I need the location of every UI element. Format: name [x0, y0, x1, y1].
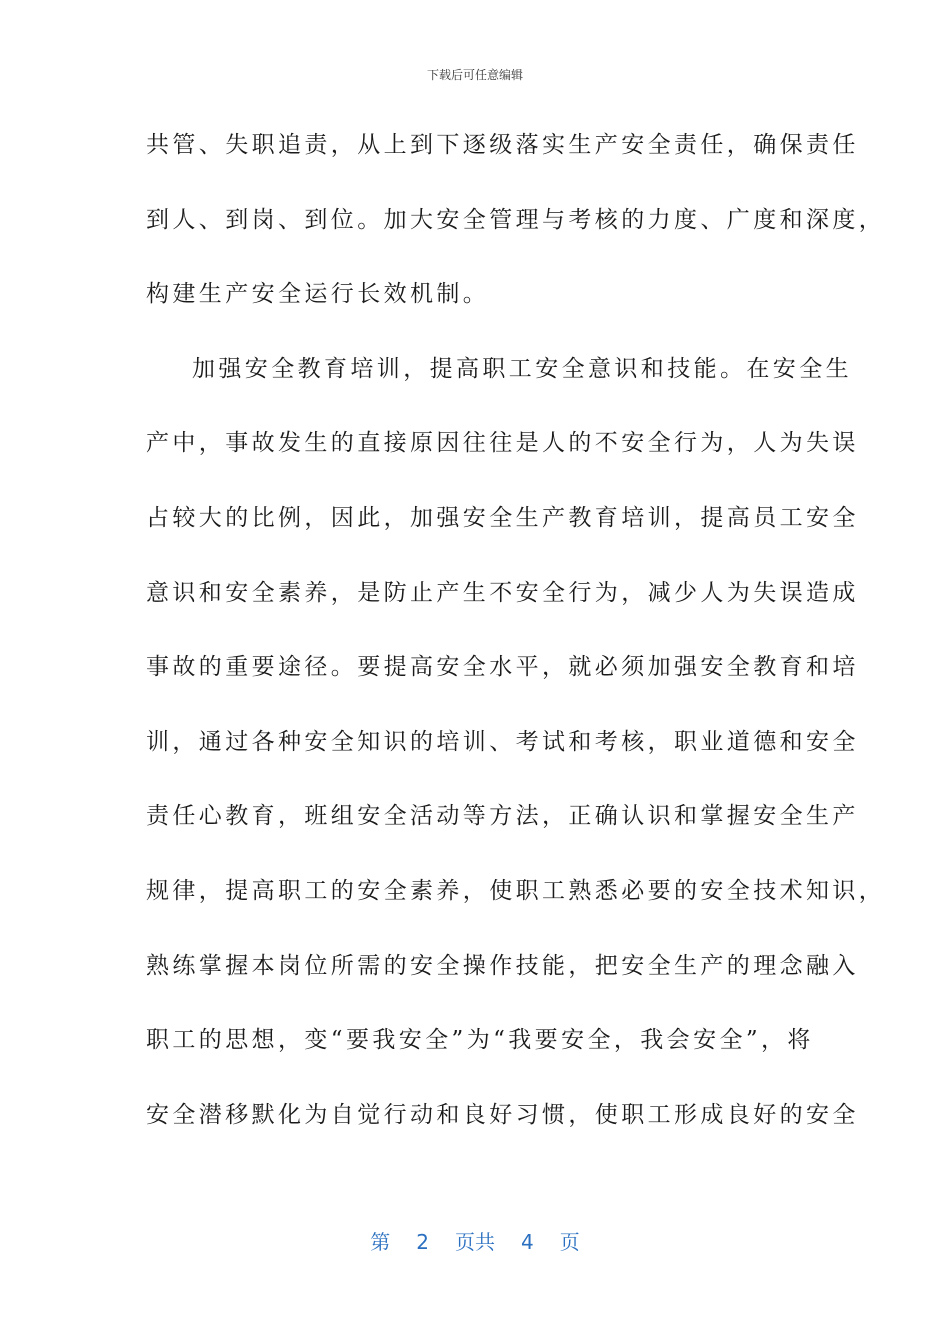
- text-line: 责任心教育，班组安全活动等方法，正确认识和掌握安全生产: [146, 803, 859, 830]
- page-header-note: 下载后可任意编辑: [426, 68, 523, 82]
- text-line: 产中，事故发生的直接原因往往是人的不安全行为，人为失误: [146, 430, 859, 457]
- text-line: 规律，提高职工的安全素养，使职工熟悉必要的安全技术知识，: [146, 877, 886, 904]
- text-line: 到人、到岗、到位。加大安全管理与考核的力度、广度和深度，: [146, 206, 886, 233]
- total-pages-number: 4: [521, 1230, 534, 1254]
- text-line: 占较大的比例，因此，加强安全生产教育培训，提高员工安全: [146, 504, 859, 531]
- footer-middle: 页共: [455, 1230, 495, 1254]
- text-line: 职工的思想，变“要我安全”为“我要安全，我会安全”，将: [146, 1027, 814, 1054]
- page-number-footer: [0, 1226, 950, 1255]
- text-line: 事故的重要途径。要提高安全水平，就必须加强安全教育和培: [146, 654, 859, 681]
- footer-suffix: 页: [559, 1230, 580, 1254]
- text-line: 熟练掌握本岗位所需的安全操作技能，把安全生产的理念融入: [146, 952, 859, 979]
- current-page-number: 2: [416, 1230, 429, 1254]
- text-line: 训，通过各种安全知识的培训、考试和考核，职业道德和安全: [146, 728, 859, 755]
- text-line: 共管、失职追责，从上到下逐级落实生产安全责任，确保责任: [146, 132, 859, 158]
- text-line: 安全潜移默化为自觉行动和良好习惯，使职工形成良好的安全: [146, 1101, 859, 1128]
- text-line: 构建生产安全运行长效机制。: [146, 281, 490, 308]
- text-line: 意识和安全素养，是防止产生不安全行为，减少人为失误造成: [146, 579, 859, 606]
- paragraph-first-line: 加强安全教育培训，提高职工安全意识和技能。在安全生: [192, 355, 852, 382]
- footer-prefix: 第: [370, 1230, 391, 1254]
- document-body: [146, 123, 886, 1167]
